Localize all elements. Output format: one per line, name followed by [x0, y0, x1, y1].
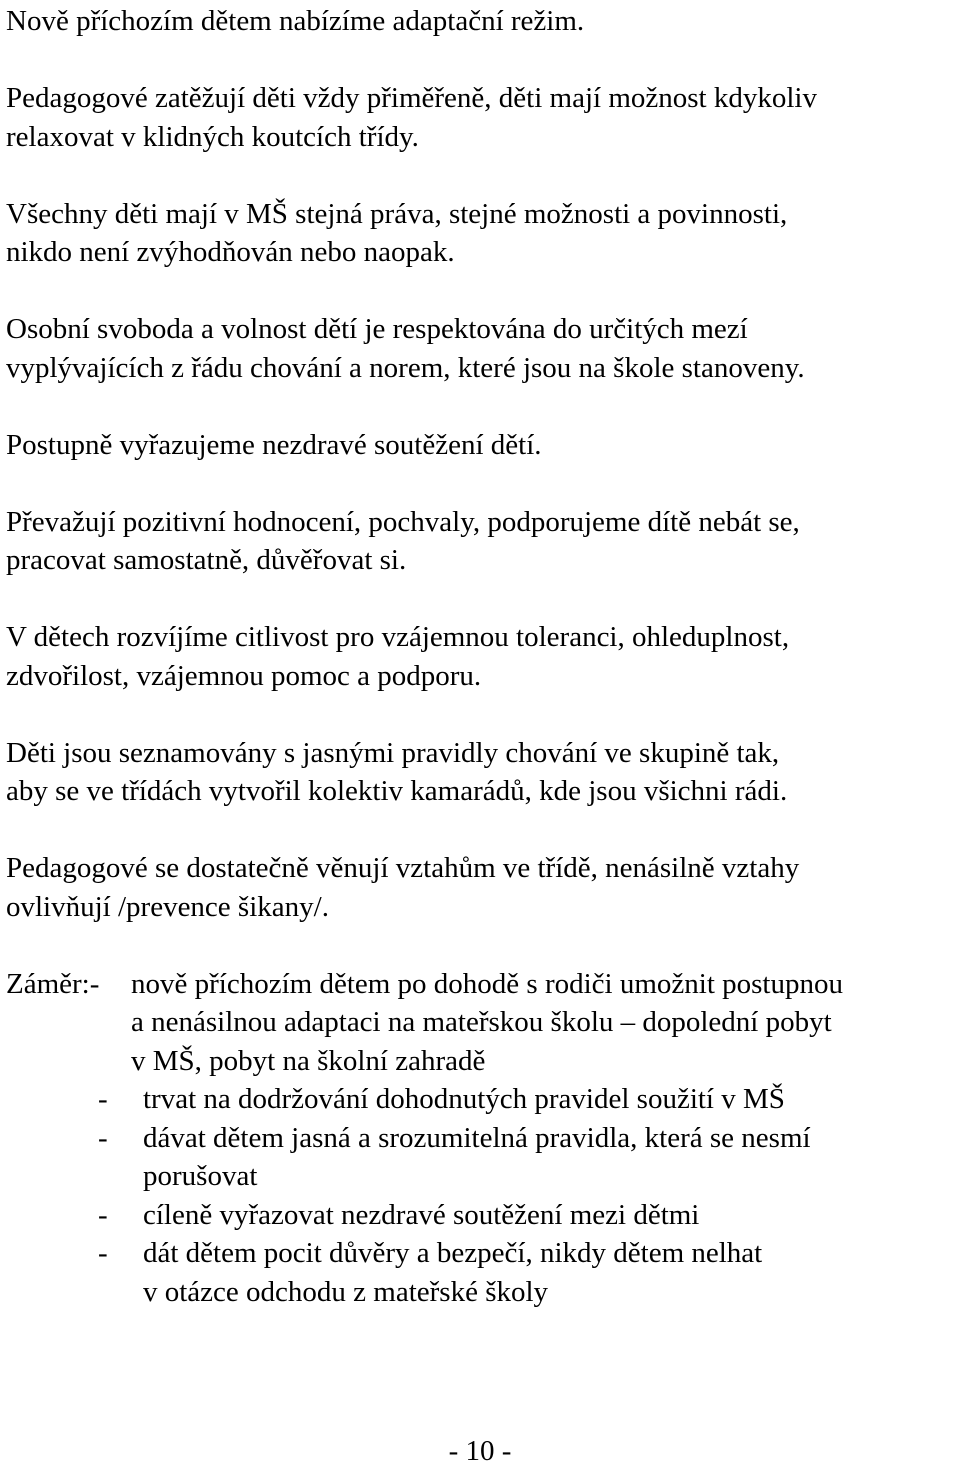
intent-section: [6, 965, 956, 1312]
paragraph-competition: [6, 426, 956, 465]
paragraph-adaptation: [6, 2, 956, 41]
list-item: [6, 1196, 956, 1235]
list-item-line: v otázce odchodu z mateřské školy: [143, 1275, 549, 1308]
paragraph-load: [6, 79, 956, 156]
paragraph-rights: [6, 195, 956, 272]
list-item-line: a nenásilnou adaptaci na mateřskou školu – dopolední pobyt: [131, 1006, 832, 1038]
list-item-text: [143, 1196, 699, 1235]
list-item-line: dávat dětem jasná a srozumitelná pravidla, která se nesmí: [143, 1121, 811, 1154]
list-item-text: [143, 1234, 762, 1311]
list-item-line: trvat na dodržování dohodnutých pravidel soužití v MŠ: [143, 1083, 785, 1115]
document-page: [6, 0, 956, 1311]
list-item-text: [143, 1119, 811, 1196]
list-item: [6, 1080, 956, 1119]
intent-label: Záměr:-: [6, 967, 100, 1000]
paragraph-line: ovlivňují /prevence šikany/.: [6, 890, 329, 923]
intent-first-item-text: [131, 965, 843, 1081]
paragraph-line: Pedagogové se dostatečně věnují vztahům ve třídě, nenásilně vztahy: [6, 852, 800, 884]
paragraph-line: Osobní svoboda a volnost dětí je respektována do určitých mezí: [6, 313, 748, 345]
intent-first-item: [6, 965, 956, 1081]
paragraph-line: Děti jsou seznamovány s jasnými pravidly chování ve skupině tak,: [6, 736, 780, 769]
paragraph-line: zdvořilost, vzájemnou pomoc a podporu.: [6, 659, 482, 692]
paragraph-line: Pedagogové zatěžují děti vždy přiměřeně, děti mají možnost kdykoliv: [6, 82, 817, 114]
paragraph-line: nikdo není zvýhodňován nebo naopak.: [6, 236, 455, 268]
paragraph-rules: [6, 734, 956, 811]
paragraph-line: Postupně vyřazujeme nezdravé soutěžení dětí.: [6, 428, 542, 461]
list-bullet: -: [98, 1121, 108, 1154]
paragraph-line: aby se ve třídách vytvořil kolektiv kamarádů, kde jsou všichni rádi.: [6, 775, 788, 807]
list-bullet: -: [98, 1198, 108, 1231]
list-item-line: dát dětem pocit důvěry a bezpečí, nikdy dětem nelhat: [143, 1237, 763, 1269]
list-item-line: porušovat: [143, 1160, 258, 1192]
list-bullet: -: [98, 1083, 108, 1115]
paragraph-line: V dětech rozvíjíme citlivost pro vzájemnou toleranci, ohleduplnost,: [6, 621, 790, 653]
paragraph-evaluation: [6, 503, 956, 580]
paragraph-line: vyplývajících z řádu chování a norem, které jsou na škole stanoveny.: [6, 351, 805, 384]
list-item: [6, 1234, 956, 1311]
list-item-text: [143, 1080, 785, 1119]
paragraph-freedom: [6, 310, 956, 387]
list-item-line: v MŠ, pobyt na školní zahradě: [131, 1044, 486, 1077]
list-item-line: nově příchozím dětem po dohodě s rodiči umožnit postupnou: [131, 967, 843, 1000]
list-item-line: cíleně vyřazovat nezdravé soutěžení mezi dětmi: [143, 1198, 700, 1231]
paragraph-line: Převažují pozitivní hodnocení, pochvaly, podporujeme dítě nebát se,: [6, 505, 800, 538]
list-item: [6, 1119, 956, 1196]
paragraph-tolerance: [6, 618, 956, 695]
list-bullet: -: [98, 1237, 108, 1269]
paragraph-line: relaxovat v klidných koutcích třídy.: [6, 120, 419, 153]
paragraph-relationships: [6, 849, 956, 926]
paragraph-line: pracovat samostatně, důvěřovat si.: [6, 544, 407, 576]
paragraph-line: Nově příchozím dětem nabízíme adaptační režim.: [6, 5, 585, 37]
page-number: - 10 -: [448, 1435, 512, 1467]
paragraph-line: Všechny děti mají v MŠ stejná práva, stejné možnosti a povinnosti,: [6, 197, 788, 230]
